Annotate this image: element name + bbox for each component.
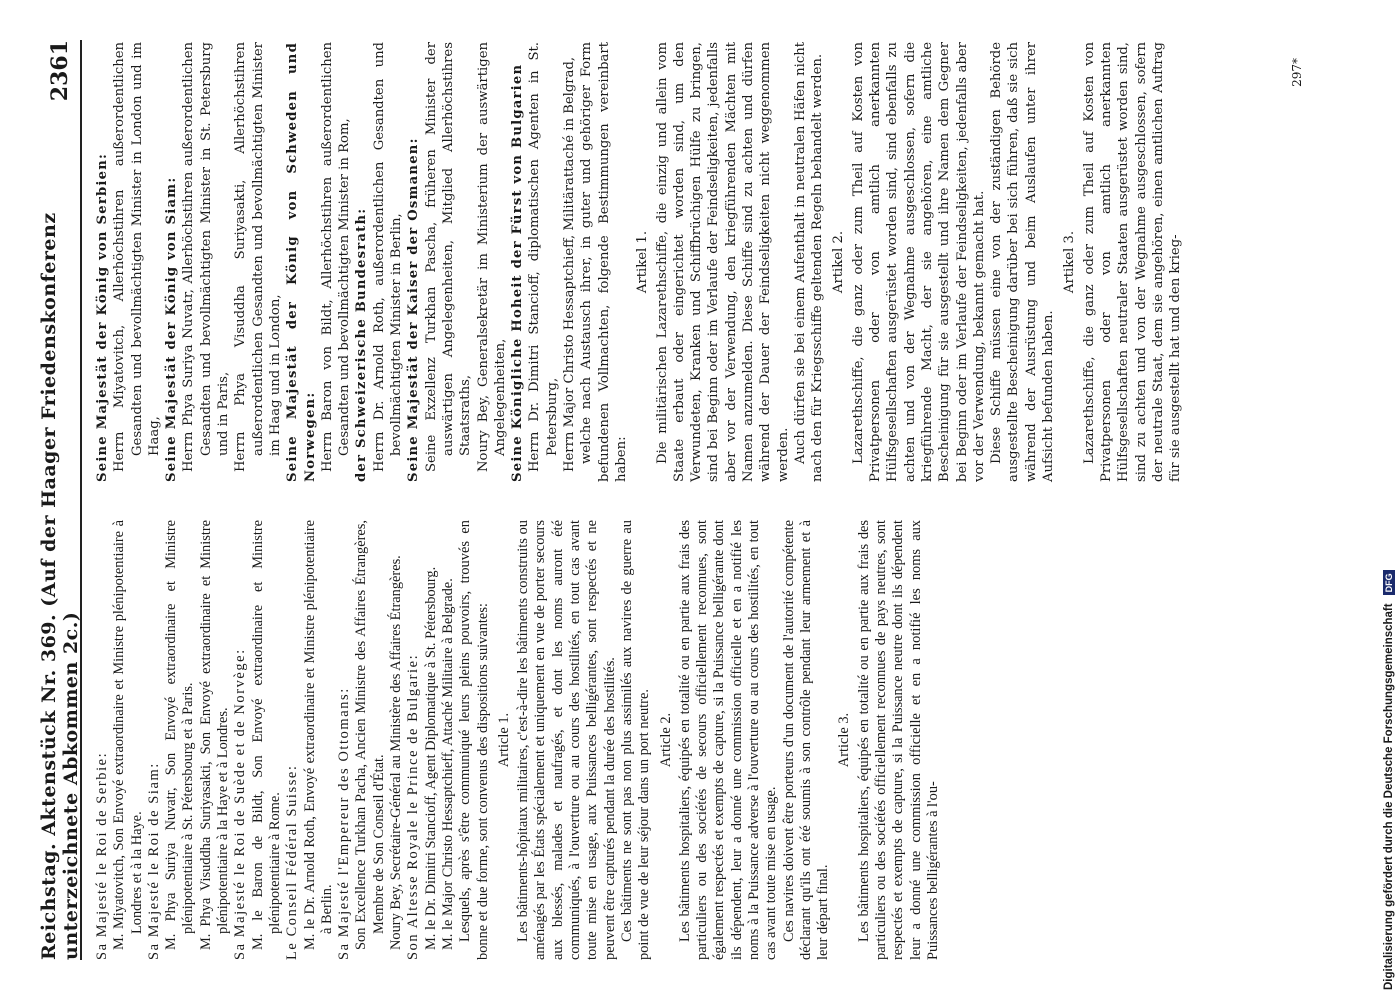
article-heading: Article 3. bbox=[836, 712, 853, 768]
header-title: Reichstag. Aktenstück Nr. 369. (Auf der Haager Friedenskonferenz unterzeichnete Abkommen 2c.) bbox=[38, 212, 82, 960]
article-heading: Artikel 2. bbox=[831, 230, 847, 294]
attribution-strip bbox=[1357, 10, 1395, 990]
german-column bbox=[94, 42, 1304, 482]
paragraph: Lazarethschiffe, die ganz oder zum Theil auf Kosten von Privatpersonen oder von amtlich anerkannten Hülfsgesellschaften neutraler Staaten ausgerüstet worden sind, sind zu achten und von der Wegnahme ausgeschlossen, sofern der neutrale Staat, dem sie angehören, einen amtlichen Auftrag für sie ausgestellt hat und den krieg- bbox=[1081, 42, 1184, 482]
paragraph: Noury Bey, Secrétaire-Général au Ministère des Affaires Étrangères. bbox=[388, 555, 405, 950]
paragraph: Herrn Dr. Arnold Roth, außerordentlichen Gesandten und bevollmächtigten Minister in Berlin, bbox=[371, 42, 405, 472]
dfg-logo: DFG bbox=[1383, 570, 1395, 595]
party-heading: Seine Majestät der König von Schweden und Norwegen: bbox=[285, 42, 318, 482]
article-heading: Article 1. bbox=[495, 712, 512, 768]
page-header bbox=[40, 40, 82, 960]
party-heading: Sa Majesté le Roi de Siam: bbox=[145, 762, 162, 960]
article-heading: Artikel 3. bbox=[1062, 230, 1078, 294]
paragraph: M. Phya Suriya Nuvatr, Son Envoyé extraordinaire et Ministre plénipotentiaire à St. Pétersbourg et à Paris. bbox=[163, 520, 197, 950]
attribution-text: Digitalisierung gefördert durch die Deutsche Forschungsgemeinschaft bbox=[1383, 603, 1395, 990]
paragraph: Noury Bey, Generalsekretär im Ministerium der auswärtigen Angelegenheiten, bbox=[475, 42, 508, 472]
french-column bbox=[94, 520, 1304, 960]
paragraph: Seine Exzellenz Turkhan Pascha, früheren Minister der auswärtigen Angelegenheiten, Mitglied Allerhöchstihres Staatsraths, bbox=[423, 42, 474, 472]
page-number: 2361 bbox=[47, 40, 73, 102]
party-heading: Sa Majesté l'Empereur des Ottomans: bbox=[336, 687, 353, 960]
signature-mark: 297* bbox=[1290, 58, 1304, 87]
party-heading: Seine Königliche Hoheit der Fürst von Bulgarien bbox=[510, 63, 526, 482]
paragraph: Herrn Phya Visuddha Suriyasakti, Allerhöchstihren außerordentlichen Gesandten und bevollmächtigten Minister im Haag und in London, bbox=[233, 42, 283, 472]
paragraph: Herrn Dr. Dimitri Stancioff, diplomatischen Agenten in St. Petersburg, bbox=[527, 42, 560, 472]
paragraph: M. Phya Visuddha Suriyasakti, Son Envoyé extraordinaire et Ministre plénipotentiaire à la Haye et à Londres. bbox=[197, 520, 232, 950]
party-heading: der Schweizerische Bundesrath: bbox=[354, 207, 370, 482]
party-heading: Le Conseil Fédéral Suisse: bbox=[284, 764, 301, 960]
paragraph: Herrn Miyatovitch, Allerhöchstihren außerordentlichen Gesandten und bevollmächtigten Minister in London und im Haag, bbox=[112, 42, 162, 472]
party-heading: Sa Majesté le Roi de Serbie: bbox=[94, 751, 110, 960]
party-heading: Seine Majestät der König von Siam: bbox=[164, 176, 180, 482]
paragraph: Auch dürfen sie bei einem Aufenthalt in neutralen Häfen nicht nach den für Kriegsschiffe geltenden Regeln behandelt werden. bbox=[792, 42, 826, 482]
paragraph: Herrn Major Christo Hessaptchieff, Militärattaché in Belgrad, bbox=[562, 56, 578, 472]
paragraph: Diese Schiffe müssen eine von der zuständigen Behörde ausgestellte Bescheinigung darüber bei sich führen, daß sie sich während der Ausrüstung und beim Auslaufen unter ihrer Aufsicht befunden haben. bbox=[989, 42, 1057, 482]
paragraph: Herrn Phya Suriya Nuvatr, Allerhöchstihren außerordentlichen Gesandten und bevollmächtigten Minister in St. Petersburg und in Paris, bbox=[181, 42, 232, 472]
paragraph: Lesquels, après s'être communiqué leurs pleins pouvoirs, trouvés en bonne et due forme, sont convenus des dispositions suivantes: bbox=[457, 520, 491, 960]
paragraph: M. le Baron de Bildt, Son Envoyé extraordinaire et Ministre plénipotentiaire à Rome. bbox=[249, 520, 283, 950]
article-heading: Artikel 1. bbox=[635, 230, 651, 294]
paragraph: Ces navires doivent être porteurs d'un document de l'autorité compétente déclarant qu'ils ont été soumis à son contrôle pendant leur armement et à leur départ final. bbox=[780, 520, 832, 960]
paragraph: Les bâtiments hospitaliers, équipés en totalité ou en partie aux frais des particuliers ou des sociétés officiellement reconnues de pays neutres, sont respectés et exempts de capture, si la Puissance neutre dont ils dépendent leur a donné une commission officielle et en a notifié les noms aux Puissances belligérantes à l'ou- bbox=[855, 520, 941, 960]
paragraph: M. le Major Christo Hessaptchieff, Attaché Militaire à Belgrade. bbox=[439, 578, 456, 950]
article-heading: Article 2. bbox=[657, 712, 674, 768]
paragraph: M. le Dr. Arnold Roth, Envoyé extraordinaire et Ministre plénipotentiaire à Berlin. bbox=[301, 520, 335, 950]
rotated-page-content bbox=[40, 40, 1330, 960]
paragraph: Les bâtiments-hôpitaux militaires, c'est-à-dire les bâtiments construits ou aménagés par les États spécialement et uniquement en vue de porter secours aux blessés, malades et naufragés, et dont les noms auront été communiqués, à l'ouverture ou au cours des hostilités, en tout cas avant toute mise en usage, aux Puissances belligérantes, sont respectés et ne peuvent être capturés pendant la durée des hostilités. bbox=[515, 520, 618, 960]
party-heading: Sa Majesté le Roi de Suède et de Norvège: bbox=[232, 648, 249, 960]
party-heading: Son Altesse Royale le Prince de Bulgarie: bbox=[405, 653, 422, 960]
paragraph: Herrn Baron von Bildt, Allerhöchstihren außerordentlichen Gesandten und bevollmächtigten Minister in Rom, bbox=[319, 42, 353, 472]
paragraph: Ces bâtiments ne sont pas non plus assimilés aux navires de guerre au point de vue de leur séjour dans un port neutre. bbox=[618, 520, 653, 960]
paragraph: Les bâtiments hospitaliers, équipés en totalité ou en partie aux frais des particuliers ou des sociétés de secours officiellement reconnues, sont également respectés et exempts de capture, si la Puissance belligérante dont ils dépendent, leur a donné une commission officielle et en a notifié les noms à la Puissance adverse à l'ouverture ou au cours des hostilités, en tout cas avant toute mise en usage. bbox=[676, 520, 780, 960]
paragraph: Lazarethschiffe, die ganz oder zum Theil auf Kosten von Privatpersonen oder von amtlich anerkannten Hülfsgesellschaften ausgerüstet worden sind, sind ebenfalls zu achten und von der Wegnahme ausgeschlossen, sofern die kriegführende Macht, der sie angehören, eine amtliche Bescheinigung für sie ausgestellt und ihre Namen dem Gegner bei Beginn oder im Verlaufe der Feindseligkeiten, jedenfalls aber vor der Verwendung, bekannt gemacht hat. bbox=[850, 42, 987, 482]
paragraph: Die militärischen Lazarethschiffe, die einzig und allein vom Staate erbaut oder eingerichtet worden sind, um den Verwundeten, Kranken und Schiffbrüchigen Hülfe zu bringen, sind bei Beginn oder im Verlaufe der Feindseligkeiten, jedenfalls aber vor der Verwendung, den kriegführenden Mächten mit Namen anzumelden. Diese Schiffe sind zu achten und dürfen während der Dauer der Feindseligkeiten nicht weggenommen werden. bbox=[654, 42, 791, 482]
party-heading: Seine Majestät der Kaiser der Osmanen: bbox=[406, 137, 422, 482]
paragraph: M. le Dr. Dimitri Stancioff, Agent Diplomatique à St. Pétersbourg. bbox=[422, 566, 439, 950]
paragraph: M. Miyatovitch, Son Envoyé extraordinaire et Ministre plénipotentiaire à Londres et à la Haye. bbox=[111, 520, 145, 950]
party-heading: Seine Majestät der König von Serbien: bbox=[95, 152, 110, 482]
paragraph: Son Excellence Turkhan Pacha, Ancien Ministre des Affaires Étrangères, Membre de Son Conseil d'État. bbox=[353, 520, 387, 950]
paragraph: welche nach Austausch ihrer, in guter und gehöriger Form befundenen Vollmachten, folgende Bestimmungen vereinbart haben: bbox=[579, 42, 629, 482]
